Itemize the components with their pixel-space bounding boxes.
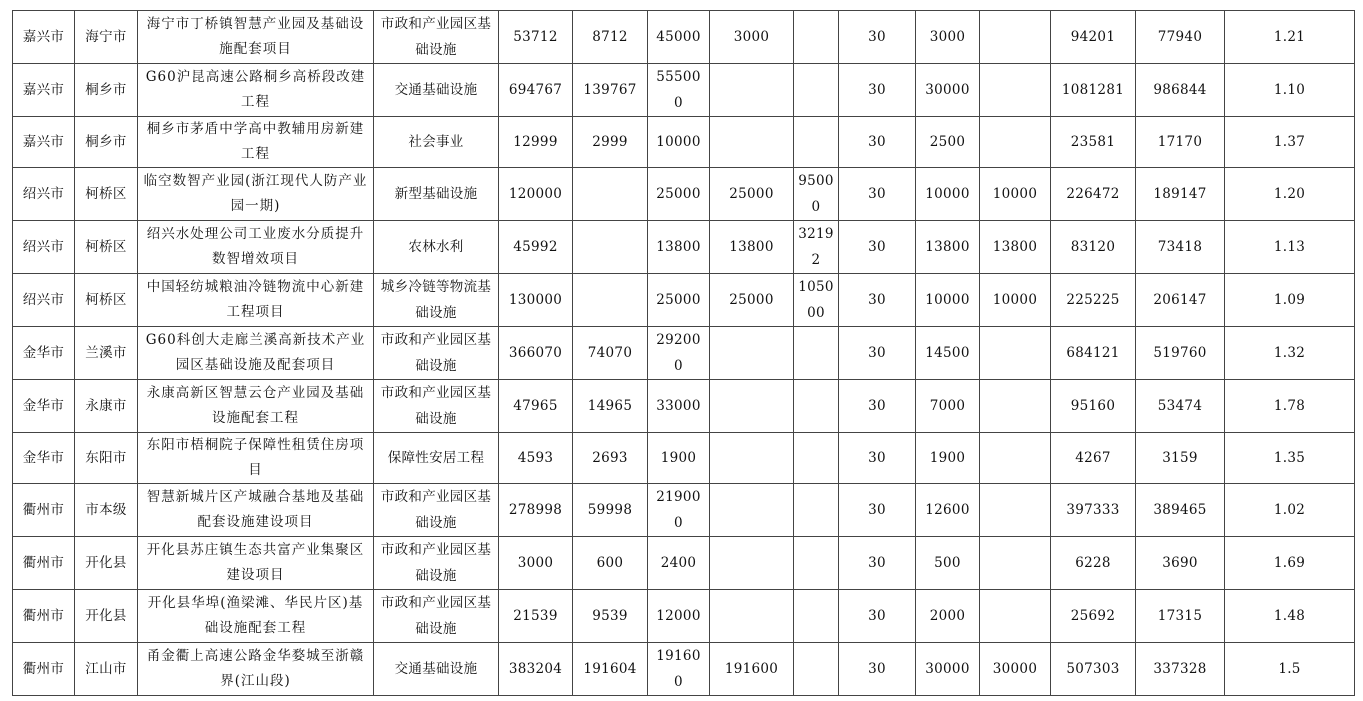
value-cell-c5 [794, 327, 839, 380]
county-cell: 柯桥区 [75, 168, 138, 221]
value-cell-c8: 30000 [980, 643, 1051, 696]
value-cell-c9: 225225 [1051, 274, 1136, 327]
value-cell-c1: 130000 [499, 274, 573, 327]
county-cell: 江山市 [75, 643, 138, 696]
city-cell: 嘉兴市 [13, 117, 75, 168]
value-cell-c9: 507303 [1051, 643, 1136, 696]
value-cell-c8 [980, 380, 1051, 433]
table-row [13, 11, 1355, 64]
value-cell-c7: 2000 [916, 590, 980, 643]
project-name-cell: 临空数智产业园(浙江现代人防产业园一期) [138, 168, 374, 221]
value-cell-c3: 2400 [648, 537, 710, 590]
value-cell-c8 [980, 327, 1051, 380]
value-cell-c3: 13800 [648, 221, 710, 274]
value-cell-c8 [980, 117, 1051, 168]
table-row [13, 274, 1355, 327]
category-cell: 市政和产业园区基础设施 [374, 537, 499, 590]
value-cell-c10: 3159 [1136, 433, 1225, 484]
value-cell-c3: 10000 [648, 117, 710, 168]
city-cell: 衢州市 [13, 643, 75, 696]
value-cell-c11: 1.5 [1225, 643, 1355, 696]
value-cell-c7: 10000 [916, 274, 980, 327]
value-cell-c3: 25000 [648, 168, 710, 221]
value-cell-c8 [980, 433, 1051, 484]
value-cell-c3: 219000 [648, 484, 710, 537]
value-cell-c7: 12600 [916, 484, 980, 537]
value-cell-c2: 600 [573, 537, 648, 590]
value-cell-c11: 1.02 [1225, 484, 1355, 537]
value-cell-c6: 30 [839, 380, 916, 433]
value-cell-c10: 337328 [1136, 643, 1225, 696]
table-row [13, 590, 1355, 643]
value-cell-c6: 30 [839, 643, 916, 696]
category-cell: 城乡冷链等物流基础设施 [374, 274, 499, 327]
value-cell-c11: 1.20 [1225, 168, 1355, 221]
county-cell: 海宁市 [75, 11, 138, 64]
value-cell-c10: 3690 [1136, 537, 1225, 590]
value-cell-c5 [794, 484, 839, 537]
county-cell: 永康市 [75, 380, 138, 433]
value-cell-c2: 139767 [573, 64, 648, 117]
value-cell-c1: 383204 [499, 643, 573, 696]
city-cell: 嘉兴市 [13, 64, 75, 117]
table-row [13, 221, 1355, 274]
value-cell-c7: 30000 [916, 64, 980, 117]
value-cell-c5 [794, 590, 839, 643]
value-cell-c2: 191604 [573, 643, 648, 696]
value-cell-c10: 519760 [1136, 327, 1225, 380]
value-cell-c7: 500 [916, 537, 980, 590]
value-cell-c11: 1.21 [1225, 11, 1355, 64]
value-cell-c11: 1.13 [1225, 221, 1355, 274]
value-cell-c1: 47965 [499, 380, 573, 433]
table-row [13, 537, 1355, 590]
category-cell: 保障性安居工程 [374, 433, 499, 484]
city-cell: 金华市 [13, 327, 75, 380]
value-cell-c4 [710, 64, 794, 117]
county-cell: 开化县 [75, 590, 138, 643]
value-cell-c1: 366070 [499, 327, 573, 380]
value-cell-c8 [980, 537, 1051, 590]
county-cell: 市本级 [75, 484, 138, 537]
table-body [13, 11, 1355, 696]
value-cell-c6: 30 [839, 11, 916, 64]
project-name-cell: 甬金衢上高速公路金华婺城至浙赣界(江山段) [138, 643, 374, 696]
project-name-cell: G60沪昆高速公路桐乡高桥段改建工程 [138, 64, 374, 117]
value-cell-c6: 30 [839, 117, 916, 168]
project-name-cell: 海宁市丁桥镇智慧产业园及基础设施配套项目 [138, 11, 374, 64]
value-cell-c8: 13800 [980, 221, 1051, 274]
value-cell-c6: 30 [839, 221, 916, 274]
project-name-cell: 永康高新区智慧云仓产业园及基础设施配套工程 [138, 380, 374, 433]
category-cell: 交通基础设施 [374, 643, 499, 696]
value-cell-c7: 3000 [916, 11, 980, 64]
value-cell-c9: 23581 [1051, 117, 1136, 168]
value-cell-c9: 6228 [1051, 537, 1136, 590]
value-cell-c11: 1.09 [1225, 274, 1355, 327]
table-row [13, 484, 1355, 537]
value-cell-c11: 1.35 [1225, 433, 1355, 484]
city-cell: 绍兴市 [13, 274, 75, 327]
value-cell-c5 [794, 64, 839, 117]
value-cell-c5: 32192 [794, 221, 839, 274]
city-cell: 嘉兴市 [13, 11, 75, 64]
value-cell-c1: 694767 [499, 64, 573, 117]
value-cell-c8 [980, 484, 1051, 537]
city-cell: 衢州市 [13, 484, 75, 537]
county-cell: 桐乡市 [75, 117, 138, 168]
category-cell: 市政和产业园区基础设施 [374, 11, 499, 64]
category-cell: 新型基础设施 [374, 168, 499, 221]
category-cell: 农林水利 [374, 221, 499, 274]
value-cell-c7: 2500 [916, 117, 980, 168]
project-table [12, 10, 1355, 696]
value-cell-c3: 292000 [648, 327, 710, 380]
value-cell-c6: 30 [839, 484, 916, 537]
value-cell-c4 [710, 537, 794, 590]
value-cell-c4 [710, 117, 794, 168]
category-cell: 市政和产业园区基础设施 [374, 484, 499, 537]
value-cell-c5 [794, 380, 839, 433]
value-cell-c5 [794, 537, 839, 590]
value-cell-c3: 25000 [648, 274, 710, 327]
table-row [13, 64, 1355, 117]
value-cell-c8 [980, 11, 1051, 64]
value-cell-c2: 74070 [573, 327, 648, 380]
county-cell: 兰溪市 [75, 327, 138, 380]
value-cell-c2: 14965 [573, 380, 648, 433]
value-cell-c1: 3000 [499, 537, 573, 590]
value-cell-c6: 30 [839, 433, 916, 484]
value-cell-c1: 21539 [499, 590, 573, 643]
value-cell-c7: 1900 [916, 433, 980, 484]
project-name-cell: 中国轻纺城粮油冷链物流中心新建工程项目 [138, 274, 374, 327]
value-cell-c10: 17315 [1136, 590, 1225, 643]
value-cell-c8 [980, 590, 1051, 643]
table-row [13, 117, 1355, 168]
city-cell: 金华市 [13, 433, 75, 484]
value-cell-c4: 13800 [710, 221, 794, 274]
value-cell-c4 [710, 380, 794, 433]
value-cell-c11: 1.48 [1225, 590, 1355, 643]
value-cell-c2 [573, 168, 648, 221]
value-cell-c10: 77940 [1136, 11, 1225, 64]
value-cell-c3: 45000 [648, 11, 710, 64]
project-name-cell: 桐乡市茅盾中学高中教辅用房新建工程 [138, 117, 374, 168]
value-cell-c4: 25000 [710, 168, 794, 221]
value-cell-c3: 1900 [648, 433, 710, 484]
value-cell-c9: 397333 [1051, 484, 1136, 537]
value-cell-c6: 30 [839, 590, 916, 643]
value-cell-c10: 189147 [1136, 168, 1225, 221]
value-cell-c1: 12999 [499, 117, 573, 168]
value-cell-c2: 8712 [573, 11, 648, 64]
value-cell-c1: 53712 [499, 11, 573, 64]
value-cell-c11: 1.10 [1225, 64, 1355, 117]
value-cell-c2: 2693 [573, 433, 648, 484]
value-cell-c6: 30 [839, 327, 916, 380]
value-cell-c5: 105000 [794, 274, 839, 327]
county-cell: 柯桥区 [75, 274, 138, 327]
city-cell: 绍兴市 [13, 221, 75, 274]
value-cell-c4: 25000 [710, 274, 794, 327]
table-row [13, 433, 1355, 484]
value-cell-c3: 555000 [648, 64, 710, 117]
value-cell-c10: 17170 [1136, 117, 1225, 168]
value-cell-c11: 1.78 [1225, 380, 1355, 433]
value-cell-c3: 33000 [648, 380, 710, 433]
project-name-cell: G60科创大走廊兰溪高新技术产业园区基础设施及配套项目 [138, 327, 374, 380]
county-cell: 桐乡市 [75, 64, 138, 117]
value-cell-c11: 1.69 [1225, 537, 1355, 590]
value-cell-c9: 226472 [1051, 168, 1136, 221]
value-cell-c9: 684121 [1051, 327, 1136, 380]
value-cell-c6: 30 [839, 537, 916, 590]
value-cell-c8: 10000 [980, 168, 1051, 221]
category-cell: 市政和产业园区基础设施 [374, 380, 499, 433]
table-row [13, 643, 1355, 696]
value-cell-c11: 1.32 [1225, 327, 1355, 380]
value-cell-c9: 25692 [1051, 590, 1136, 643]
category-cell: 市政和产业园区基础设施 [374, 590, 499, 643]
county-cell: 柯桥区 [75, 221, 138, 274]
value-cell-c9: 94201 [1051, 11, 1136, 64]
value-cell-c2 [573, 221, 648, 274]
value-cell-c9: 95160 [1051, 380, 1136, 433]
value-cell-c5 [794, 117, 839, 168]
value-cell-c5 [794, 433, 839, 484]
value-cell-c1: 45992 [499, 221, 573, 274]
value-cell-c4: 3000 [710, 11, 794, 64]
value-cell-c10: 73418 [1136, 221, 1225, 274]
value-cell-c5 [794, 643, 839, 696]
category-cell: 市政和产业园区基础设施 [374, 327, 499, 380]
value-cell-c1: 120000 [499, 168, 573, 221]
value-cell-c2 [573, 274, 648, 327]
project-name-cell: 智慧新城片区产城融合基地及基础配套设施建设项目 [138, 484, 374, 537]
city-cell: 衢州市 [13, 537, 75, 590]
value-cell-c11: 1.37 [1225, 117, 1355, 168]
value-cell-c4 [710, 327, 794, 380]
value-cell-c3: 12000 [648, 590, 710, 643]
value-cell-c9: 1081281 [1051, 64, 1136, 117]
county-cell: 开化县 [75, 537, 138, 590]
value-cell-c4 [710, 484, 794, 537]
value-cell-c6: 30 [839, 274, 916, 327]
value-cell-c1: 278998 [499, 484, 573, 537]
value-cell-c2: 9539 [573, 590, 648, 643]
value-cell-c10: 986844 [1136, 64, 1225, 117]
value-cell-c5: 95000 [794, 168, 839, 221]
value-cell-c4 [710, 433, 794, 484]
value-cell-c8 [980, 64, 1051, 117]
project-name-cell: 开化县苏庄镇生态共富产业集聚区建设项目 [138, 537, 374, 590]
project-name-cell: 绍兴水处理公司工业废水分质提升数智增效项目 [138, 221, 374, 274]
value-cell-c7: 10000 [916, 168, 980, 221]
project-name-cell: 开化县华埠(渔梁滩、华民片区)基础设施配套工程 [138, 590, 374, 643]
table-row [13, 380, 1355, 433]
value-cell-c6: 30 [839, 64, 916, 117]
value-cell-c9: 83120 [1051, 221, 1136, 274]
city-cell: 绍兴市 [13, 168, 75, 221]
value-cell-c5 [794, 11, 839, 64]
project-name-cell: 东阳市梧桐院子保障性租赁住房项目 [138, 433, 374, 484]
county-cell: 东阳市 [75, 433, 138, 484]
category-cell: 交通基础设施 [374, 64, 499, 117]
value-cell-c4: 191600 [710, 643, 794, 696]
city-cell: 衢州市 [13, 590, 75, 643]
value-cell-c7: 14500 [916, 327, 980, 380]
value-cell-c10: 206147 [1136, 274, 1225, 327]
value-cell-c2: 59998 [573, 484, 648, 537]
city-cell: 金华市 [13, 380, 75, 433]
value-cell-c6: 30 [839, 168, 916, 221]
value-cell-c10: 389465 [1136, 484, 1225, 537]
value-cell-c1: 4593 [499, 433, 573, 484]
table-row [13, 168, 1355, 221]
category-cell: 社会事业 [374, 117, 499, 168]
value-cell-c7: 7000 [916, 380, 980, 433]
value-cell-c7: 30000 [916, 643, 980, 696]
table-row [13, 327, 1355, 380]
value-cell-c8: 10000 [980, 274, 1051, 327]
value-cell-c10: 53474 [1136, 380, 1225, 433]
value-cell-c9: 4267 [1051, 433, 1136, 484]
value-cell-c3: 191600 [648, 643, 710, 696]
value-cell-c7: 13800 [916, 221, 980, 274]
value-cell-c4 [710, 590, 794, 643]
value-cell-c2: 2999 [573, 117, 648, 168]
